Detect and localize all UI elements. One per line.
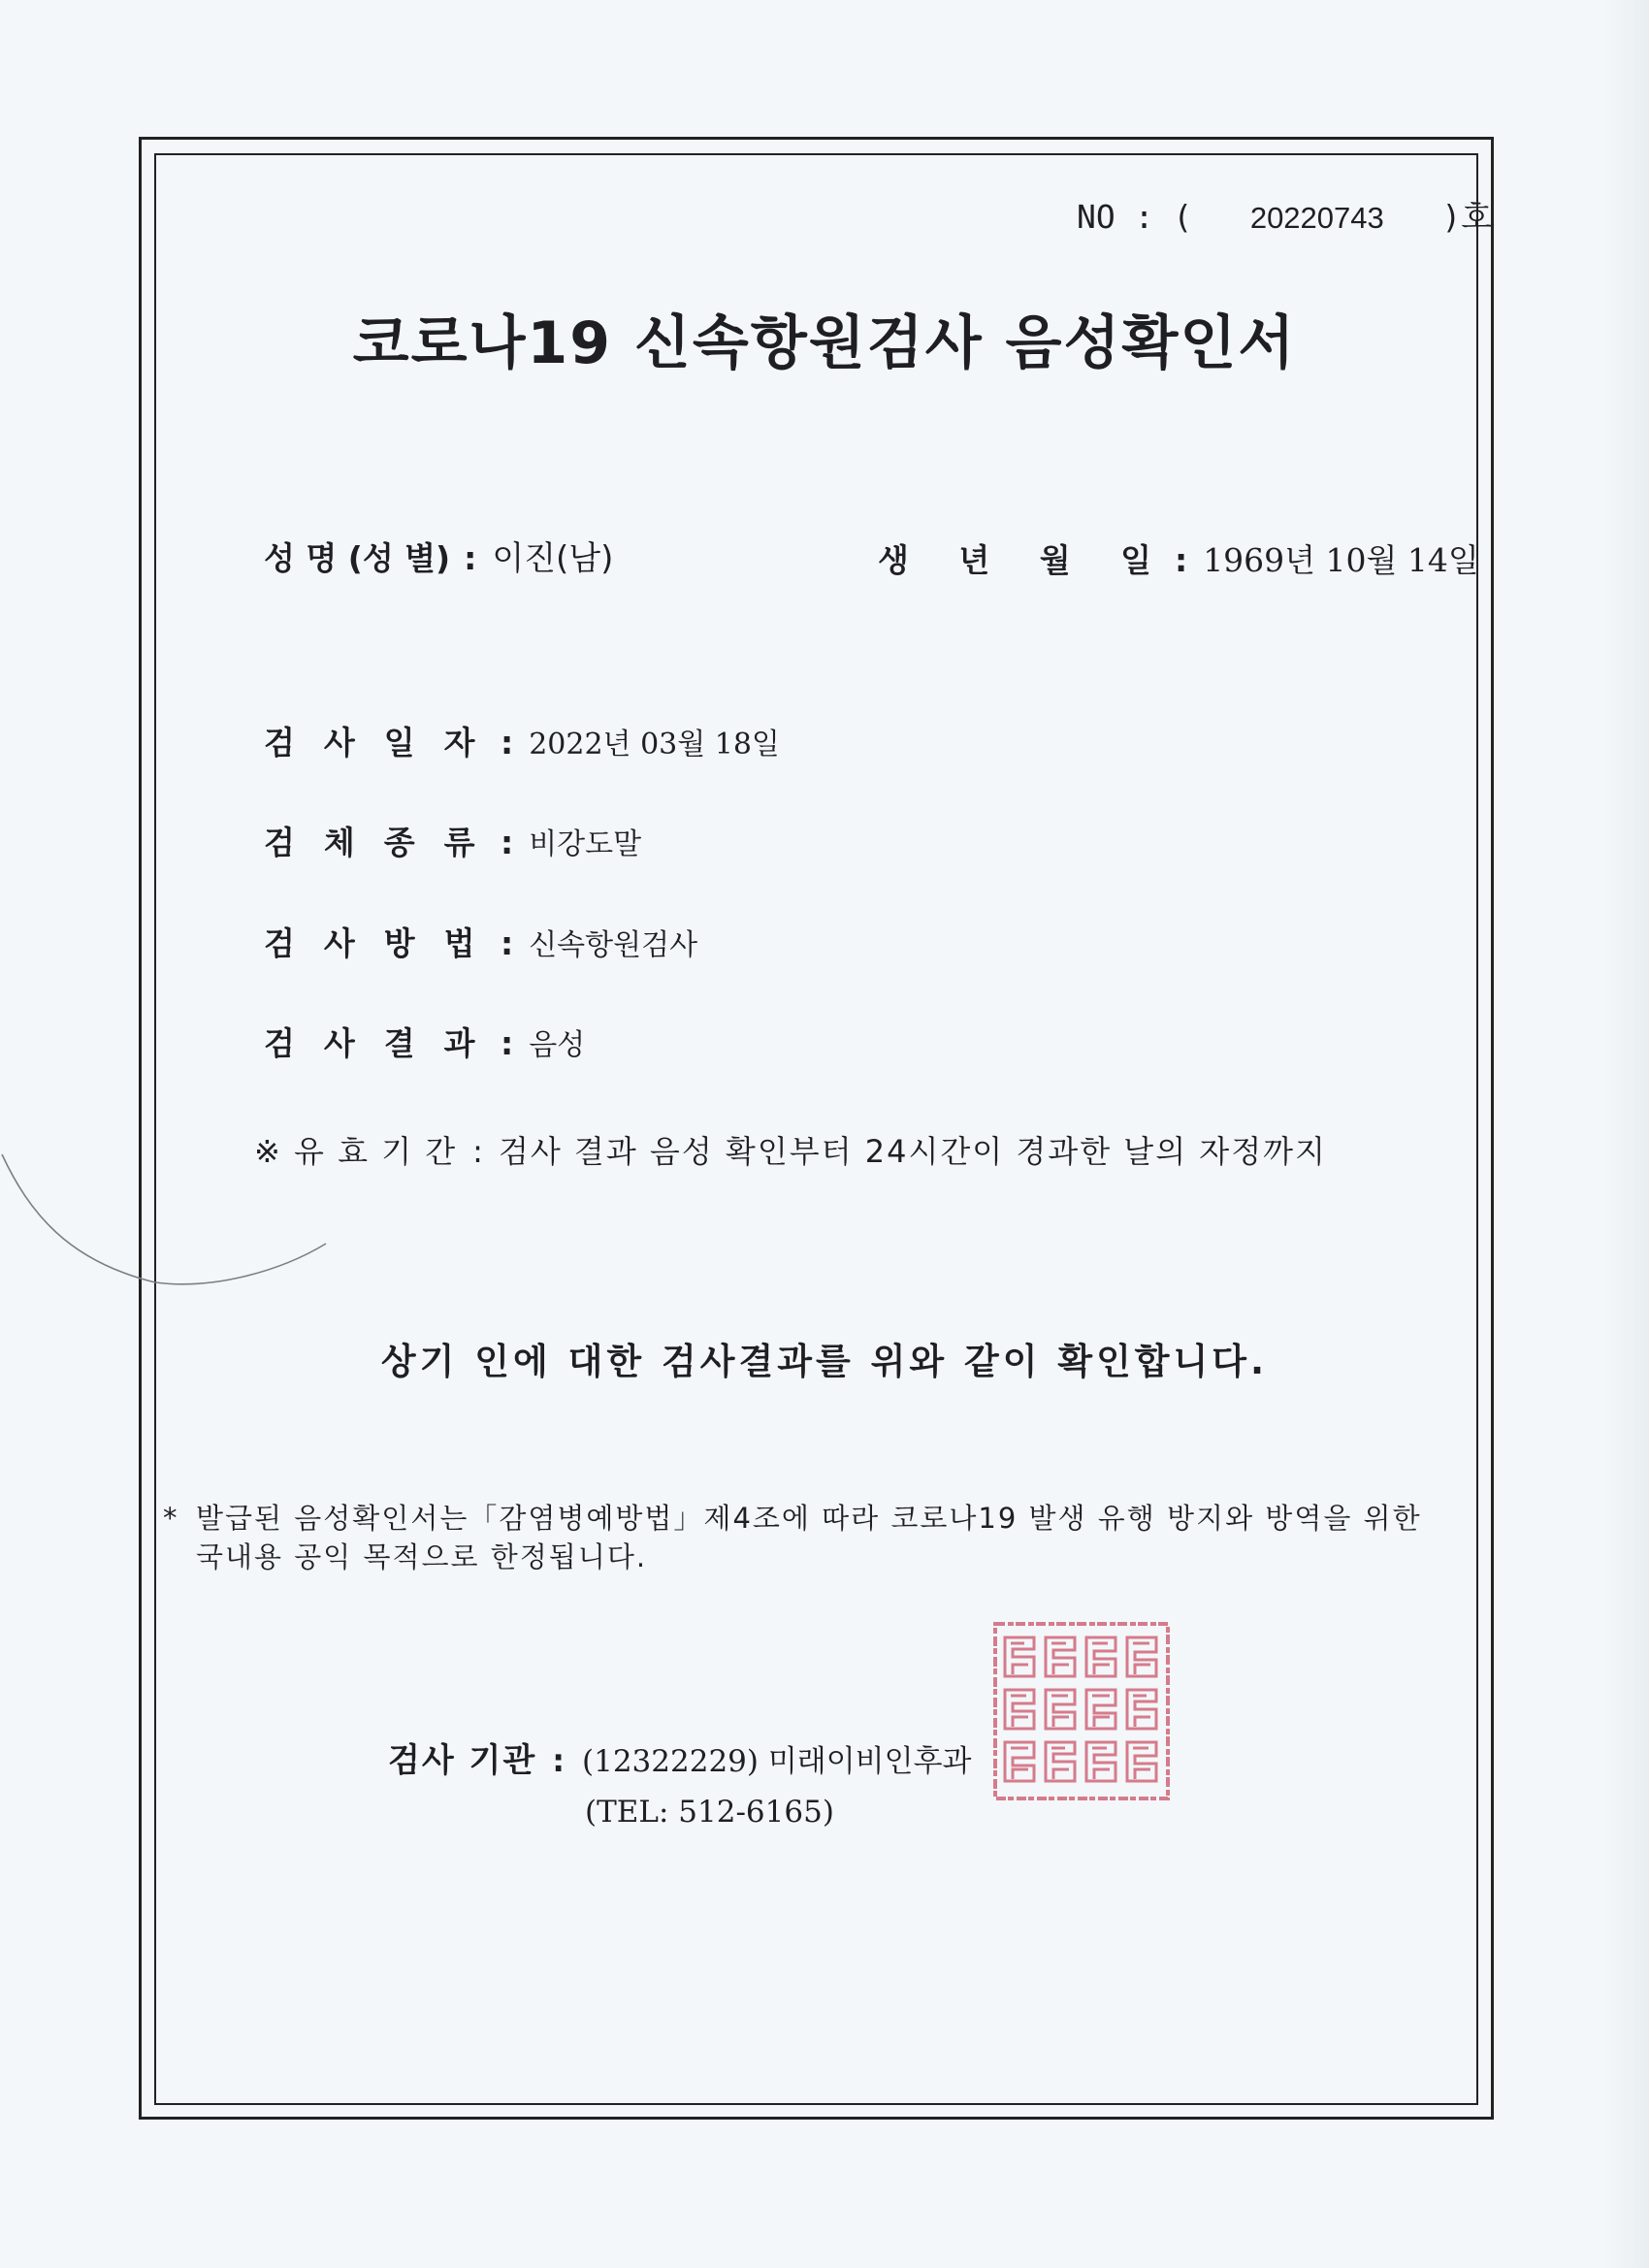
result-colon: : [501,1024,514,1062]
specimen-value: 비강도말 [529,827,642,861]
document-number [1077,192,1492,238]
seal-glyph [1086,1742,1116,1781]
confirmation-statement: 상기 인에 대한 검사결과를 위와 같이 확인합니다. [380,1341,1269,1382]
seal-glyph [1086,1637,1116,1676]
test-date-row [264,718,780,763]
test-date-colon: : [501,724,514,761]
specimen-label: 검체종류 [264,824,504,861]
footnote [163,1499,1463,1576]
doc-no-suffix: )호 [1441,198,1493,236]
doc-no-value: 20220743 [1249,201,1384,235]
footnote-text-2: 국내용 공익 목적으로 한정됩니다. [196,1540,648,1573]
doc-no-prefix: NO : ( [1077,198,1193,236]
name-colon: : [464,539,477,577]
seal-glyph [1046,1690,1075,1729]
birth-value: 1969년 10월 14일 [1203,541,1479,579]
document-title: 코로나19 신속항원검사 음성확인서 [352,309,1297,377]
seal-glyph [1005,1690,1034,1729]
institution-value: (12322229) 미래이비인후과 [582,1744,972,1779]
seal-glyph [1127,1637,1156,1676]
institution-row [388,1733,971,1781]
birth-colon: : [1174,541,1188,579]
seal-glyph [1046,1637,1075,1676]
institution-colon: : [552,1742,566,1779]
seal-glyph [1086,1690,1116,1729]
footnote-line-1 [163,1499,1463,1538]
test-date-label: 검사일자 [264,724,504,761]
footnote-marker: * [163,1502,179,1535]
institution-label: 검사 기관 [388,1741,537,1780]
method-value: 신속항원검사 [529,928,698,962]
seal-glyph [1127,1690,1156,1729]
seal-glyph [1005,1742,1034,1781]
name-value: 이진(남) [492,539,614,578]
validity-colon: : [472,1133,485,1170]
official-seal-stamp [989,1618,1174,1804]
result-value: 음성 [529,1028,586,1062]
institution-tel: (TEL: 512-6165) [585,1795,834,1830]
seal-glyph [1046,1742,1075,1781]
birth-label: 생 년 월 일 [878,541,1171,579]
validity-row [254,1127,1327,1172]
birth-row [878,535,1479,581]
specimen-colon: : [501,824,514,861]
name-row [264,532,613,579]
seal-glyph [1127,1742,1156,1781]
specimen-row [264,818,641,863]
name-label: 성 명 (성 별) [264,539,451,577]
validity-label: ※ 유 효 기 간 [254,1133,458,1170]
method-colon: : [501,924,514,962]
result-label: 검사결과 [264,1024,504,1062]
validity-value: 검사 결과 음성 확인부터 24시간이 경과한 날의 자정까지 [498,1133,1327,1170]
test-date-value: 2022년 03월 18일 [529,728,780,761]
method-label: 검사방법 [264,924,504,962]
result-row [264,1019,585,1064]
method-row [264,919,697,964]
footnote-text-1: 발급된 음성확인서는「감염병예방법」제4조에 따라 코로나19 발생 유행 방지와 방역을 위한 [196,1502,1422,1535]
seal-glyph [1005,1637,1034,1676]
